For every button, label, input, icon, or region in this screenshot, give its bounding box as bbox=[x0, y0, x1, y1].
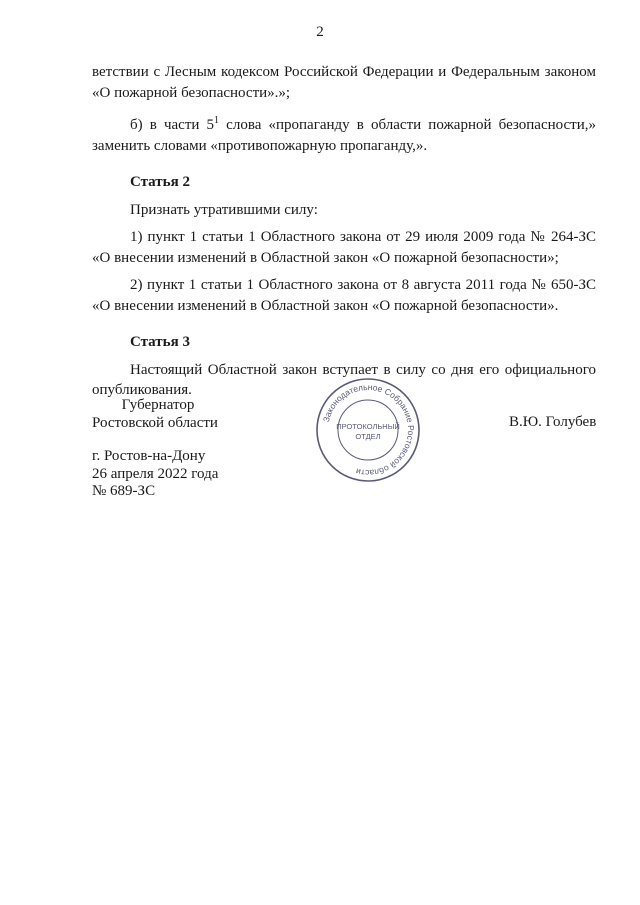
article-2-intro: Признать утратившими силу: bbox=[130, 201, 318, 218]
article-2-item-2: 2) пункт 1 статьи 1 Областного закона от 8 августа 2011 года № 650-ЗС «О внесении изменений в Областной закон «О пожарной безопасности». bbox=[92, 277, 596, 314]
amendment-b-rest: слова «пропаганду в области пожарной безопасности,» заменить словами «противопожарную пропаганду,». bbox=[92, 117, 596, 154]
place-date-number bbox=[92, 448, 218, 501]
position-line-1: Губернатор bbox=[121, 397, 195, 413]
superscript: 1 bbox=[214, 115, 220, 126]
seal-outer-text: Законодательное Собрание Ростовской области bbox=[320, 381, 417, 479]
signatory-name: В.Ю. Голубев bbox=[509, 414, 597, 430]
article-3-text: Настоящий Областной закон вступает в силу со дня его официального опубликования. bbox=[92, 361, 596, 398]
position-line-2: Ростовской области bbox=[92, 415, 218, 431]
seal-inner-text-1: ПРОТОКОЛЬНЫЙ bbox=[336, 422, 400, 431]
page-number: 2 bbox=[316, 24, 324, 40]
seal-inner-text-2: ОТДЕЛ bbox=[355, 432, 381, 441]
article-2-title: Статья 2 bbox=[130, 174, 190, 190]
official-seal-stamp bbox=[314, 376, 422, 484]
document-body bbox=[92, 62, 596, 401]
place-city: г. Ростов-на-Дону bbox=[92, 448, 206, 464]
paragraph-amendment-b bbox=[92, 115, 596, 156]
place-number: № 689-ЗС bbox=[92, 483, 156, 499]
article-2-item-1: 1) пункт 1 статьи 1 Областного закона от 29 июля 2009 года № 264-ЗС «О внесении изменений в Областной закон «О пожарной безопасности»; bbox=[92, 229, 596, 266]
place-date: 26 апреля 2022 года bbox=[92, 465, 219, 482]
paragraph-continuation: ветствии с Лесным кодексом Российской Федерации и Федеральным законом «О пожарной безопасности».»; bbox=[92, 64, 596, 101]
amendment-b-start: б) в части 5 bbox=[130, 117, 215, 133]
signatory-position bbox=[92, 396, 224, 432]
article-3-title: Статья 3 bbox=[130, 334, 190, 350]
